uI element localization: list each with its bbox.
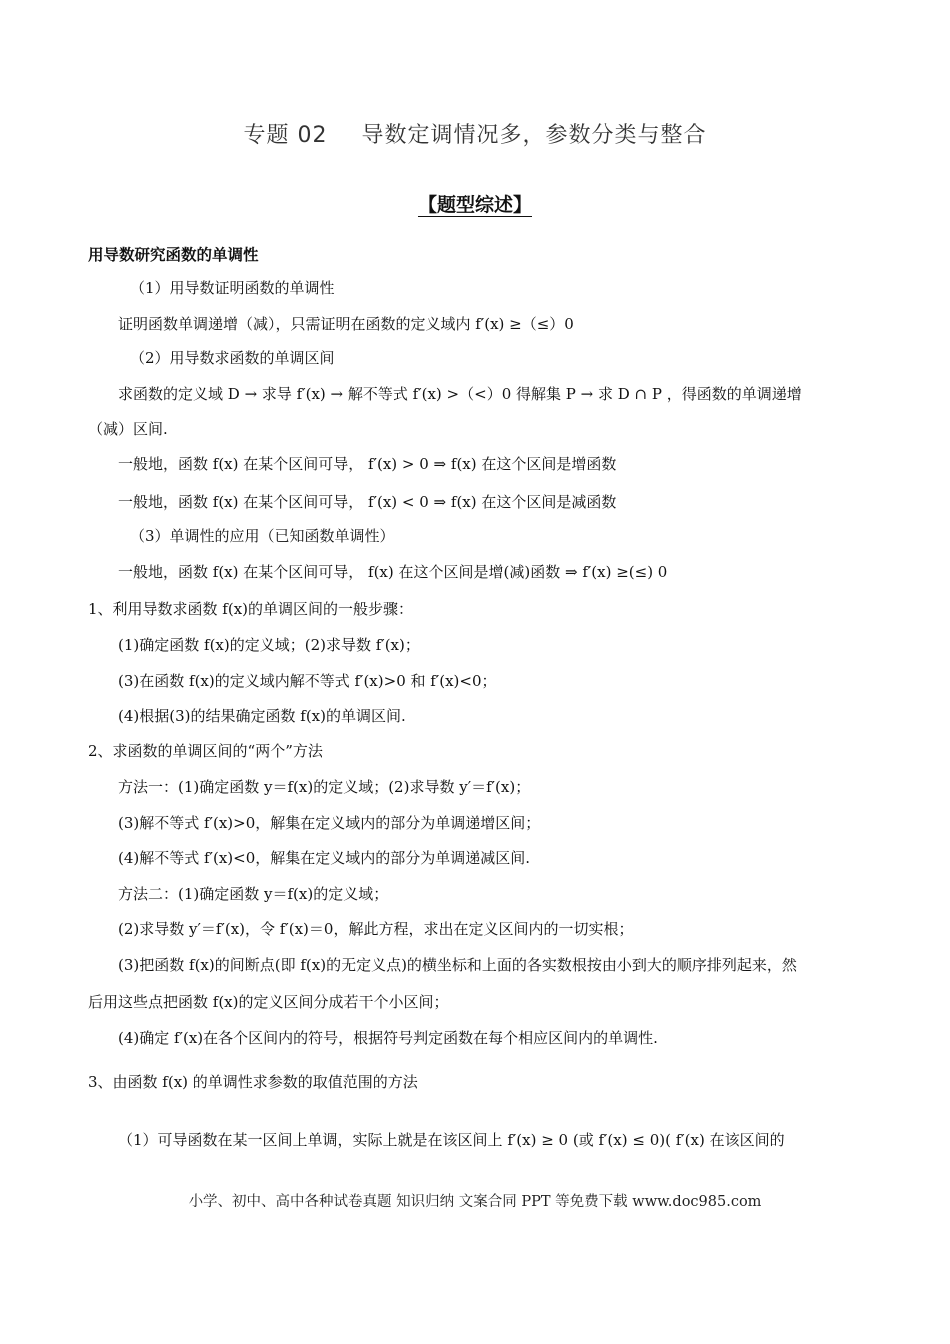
paragraph-line: （1）可导函数在某一区间上单调，实际上就是在该区间上 f′(x) ≥ 0 (或 f′(x) ≤ 0)( f′(x) 在该区间的 [118, 1131, 785, 1149]
numbered-heading-3: 3、由函数 f(x) 的单调性求参数的取值范围的方法 [88, 1073, 418, 1091]
section-title: 用导数研究函数的单调性 [88, 246, 259, 264]
paragraph-line: 一般地，函数 f(x) 在某个区间可导， f′(x) > 0 ⇒ f(x) 在这个区间是增函数 [118, 455, 617, 473]
title-number: 专题 02 [243, 123, 328, 148]
method-line: (2)求导数 y′＝f′(x)，令 f′(x)＝0，解此方程，求出在定义区间内的一切实根； [118, 920, 634, 938]
subsection-3: （3）单调性的应用（已知函数单调性） [130, 527, 395, 545]
method-line: (3)把函数 f(x)的间断点(即 f(x)的无定义点)的横坐标和上面的各实数根按由小到大的顺序排列起来，然 [118, 956, 797, 974]
subsection-1: （1）用导数证明函数的单调性 [130, 279, 335, 297]
method-line: (4)解不等式 f′(x)<0，解集在定义域内的部分为单调递减区间. [118, 849, 531, 867]
paragraph-line: 一般地，函数 f(x) 在某个区间可导， f(x) 在这个区间是增(减)函数 ⇒ f′(x) ≥(≤) 0 [118, 563, 668, 581]
footer-text: 小学、初中、高中各种试卷真题 知识归纳 文案合同 PPT 等免费下载 www.doc985.com [188, 1194, 762, 1210]
method-line: 后用这些点把函数 f(x)的定义区间分成若干个小区间； [88, 993, 449, 1011]
paragraph-line: （减）区间. [88, 420, 168, 438]
paragraph-line: 一般地，函数 f(x) 在某个区间可导， f′(x) < 0 ⇒ f(x) 在这个区间是减函数 [118, 493, 617, 511]
step-line: (1)确定函数 f(x)的定义域；(2)求导数 f′(x)； [118, 636, 420, 654]
subsection-2: （2）用导数求函数的单调区间 [130, 349, 335, 367]
numbered-heading-2: 2、求函数的单调区间的“两个”方法 [88, 742, 323, 760]
page-title [0, 118, 950, 149]
overview-heading: 【题型综述】 [417, 194, 532, 216]
paragraph-line: 证明函数单调递增（减），只需证明在函数的定义域内 f′(x) ≥（≤）0 [118, 315, 574, 333]
step-line: (4)根据(3)的结果确定函数 f(x)的单调区间. [118, 707, 406, 725]
method-line: 方法一：(1)确定函数 y＝f(x)的定义域；(2)求导数 y′＝f′(x)； [118, 778, 531, 796]
step-line: (3)在函数 f(x)的定义域内解不等式 f′(x)>0 和 f′(x)<0； [118, 672, 497, 690]
numbered-heading-1: 1、利用导数求函数 f(x)的单调区间的一般步骤： [88, 600, 414, 618]
method-line: 方法二：(1)确定函数 y＝f(x)的定义域； [118, 885, 389, 903]
method-line: (4)确定 f′(x)在各个区间内的符号，根据符号判定函数在每个相应区间内的单调性. [118, 1029, 658, 1047]
paragraph-line: 求函数的定义域 D → 求导 f′(x) → 解不等式 f′(x) >（<）0 得解集 P → 求 D ∩ P ，得函数的单调递增 [118, 385, 802, 403]
title-text: 导数定调情况多，参数分类与整合 [361, 123, 707, 148]
method-line: (3)解不等式 f′(x)>0，解集在定义域内的部分为单调递增区间； [118, 814, 541, 832]
